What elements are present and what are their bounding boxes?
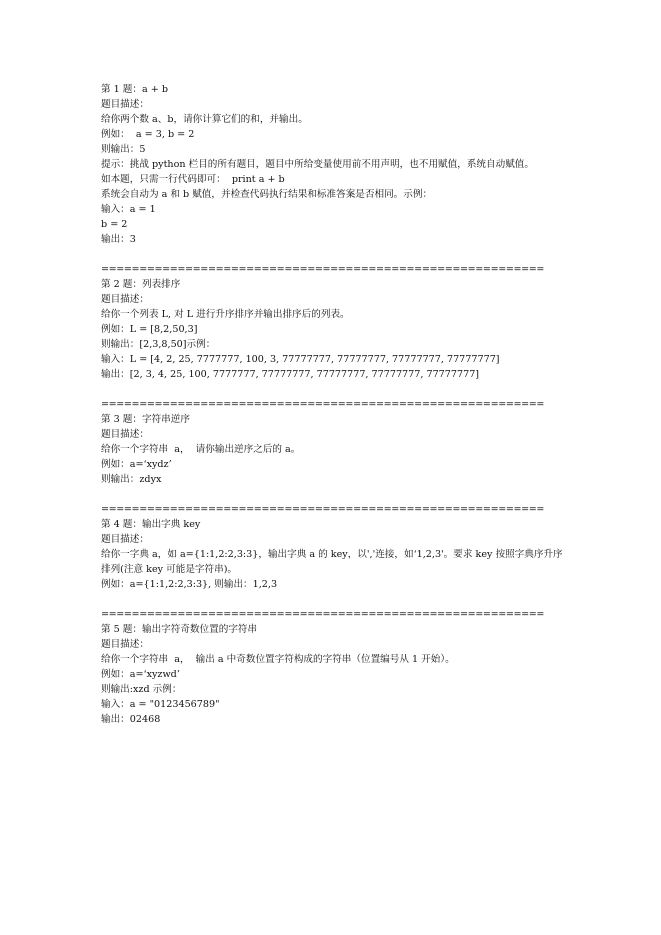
problem-1 [101, 82, 571, 247]
example-line: 例如：a={1:1,2:2,3:3}, 则输出：1,2,3 [101, 579, 278, 590]
sample-input: 输入：a = 1 [101, 204, 156, 215]
problem-description-heading: 题目描述： [101, 639, 149, 650]
sample-output: 输出：3 [101, 234, 136, 245]
code-hint-line: 如本题，只需一行代码即可： print a + b [101, 174, 285, 185]
problem-text: 给你一个字符串 a， 输出 a 中奇数位置字符构成的字符串（位置编号从 1 开始）。 [101, 654, 455, 665]
separator-line: ========================================================== [101, 399, 545, 410]
sample-input: 输入：L = [4, 2, 25, 7777777, 100, 3, 77777777, 77777777, 77777777, 77777777] [101, 354, 500, 365]
separator-line: ========================================================== [101, 264, 545, 275]
problem-description-heading: 题目描述： [101, 534, 149, 545]
system-note: 系统会自动为 a 和 b 赋值，并检查代码执行结果和标准答案是否相同。示例： [101, 189, 433, 200]
example-line: 例如：a=‘xyzwd’ [101, 669, 180, 680]
sample-output: 输出：02468 [101, 714, 161, 725]
problem-text: 给你一字典 a，如 a={1:1,2:2,3:3}，输出字典 a 的 key，以','连接，如‘1,2,3'。要求 key 按照字典序升序排列(注意 key 可能是字符串)。 [101, 549, 563, 575]
sample-output: 输出：[2, 3, 4, 25, 100, 7777777, 77777777, 77777777, 77777777, 77777777] [101, 369, 480, 380]
document-content [101, 82, 571, 727]
problem-description-heading: 题目描述： [101, 429, 149, 440]
example-line: 例如：L = [8,2,50,3] [101, 324, 198, 335]
separator-line: ========================================================== [101, 504, 545, 515]
problem-text: 给你两个数 a、b，请你计算它们的和，并输出。 [101, 114, 308, 125]
problem-description-heading: 题目描述： [101, 99, 149, 110]
problem-title: 第 3 题：字符串逆序 [101, 414, 190, 425]
problem-title: 第 5 题：输出字符奇数位置的字符串 [101, 624, 258, 635]
problem-title: 第 2 题：列表排序 [101, 279, 181, 290]
output-line: 则输出：[2,3,8,50]示例： [101, 339, 216, 350]
example-line: 例如：a=‘xydz’ [101, 459, 172, 470]
problem-title: 第 1 题：a + b [101, 84, 168, 95]
output-line: 则输出：5 [101, 144, 146, 155]
output-line: 则输出:xzd 示例： [101, 684, 182, 695]
problem-title: 第 4 题：输出字典 key [101, 519, 201, 530]
hint-text: 提示：挑战 python 栏目的所有题目，题目中所给变量使用前不用声明，也不用赋值，系统自动赋值。 [101, 159, 534, 170]
problem-5 [101, 622, 571, 727]
example-line: 例如： a = 3, b = 2 [101, 129, 195, 140]
problem-4 [101, 517, 571, 592]
output-line: 则输出：zdyx [101, 474, 162, 485]
problem-3 [101, 412, 571, 487]
sample-input-continued: b = 2 [101, 219, 128, 230]
problem-2 [101, 277, 571, 382]
sample-input: 输入：a = "0123456789" [101, 699, 220, 710]
problem-text: 给你一个字符串 a， 请你输出逆序之后的 a。 [101, 444, 301, 455]
problem-description-heading: 题目描述： [101, 294, 149, 305]
separator-line: ========================================================== [101, 609, 545, 620]
problem-text: 给你一个列表 L, 对 L 进行升序排序并输出排序后的列表。 [101, 309, 350, 320]
